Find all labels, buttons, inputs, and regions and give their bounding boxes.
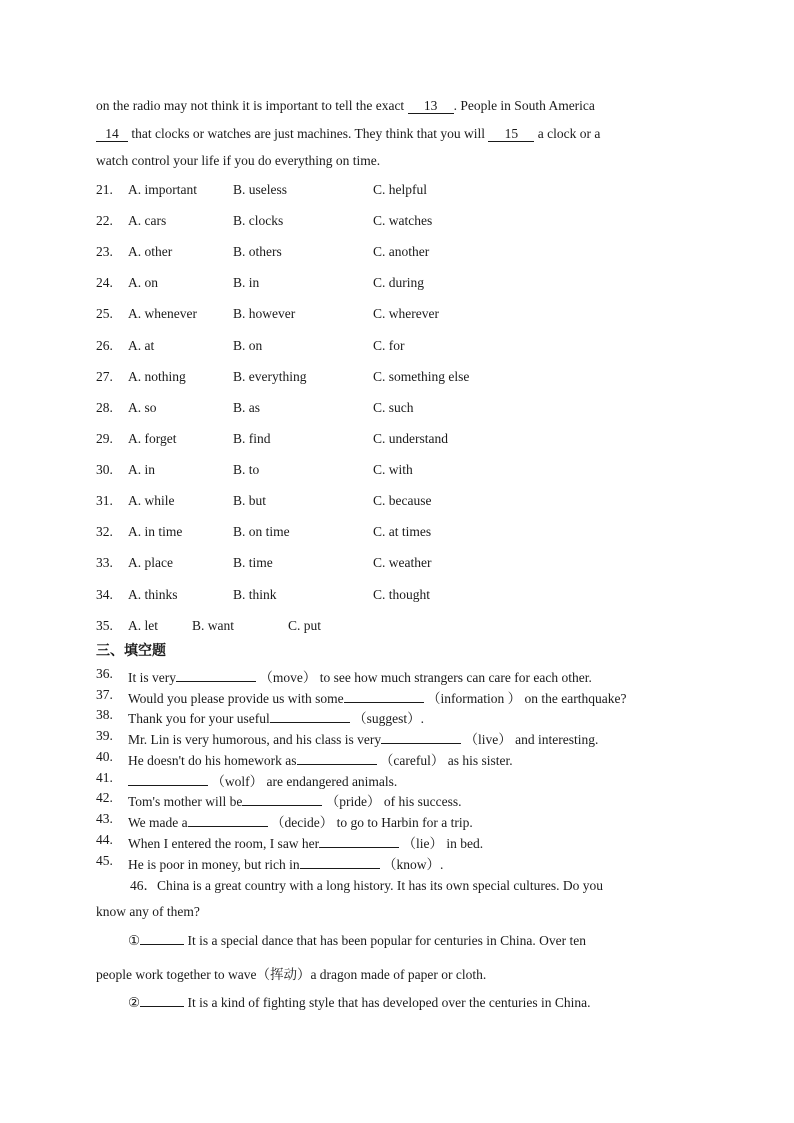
- option-b: B. want: [192, 618, 234, 633]
- option-a: A. on: [128, 275, 158, 290]
- question-number: 25.: [96, 306, 113, 321]
- option-c: C. with: [373, 462, 413, 477]
- option-c: C. at times: [373, 524, 432, 539]
- option-c: C. such: [373, 400, 414, 415]
- question-number: 36.: [96, 666, 113, 681]
- option-c: C. watches: [373, 213, 433, 228]
- option-c: C. thought: [373, 587, 431, 602]
- option-a: A. cars: [128, 213, 167, 228]
- option-a: A. nothing: [128, 369, 186, 384]
- option-a: A. important: [128, 182, 197, 197]
- answer-blank[interactable]: [140, 932, 184, 945]
- option-b: B. useless: [233, 182, 287, 197]
- answer-blank[interactable]: [128, 773, 208, 786]
- question-number: 42.: [96, 790, 113, 805]
- question-number: 43.: [96, 811, 113, 826]
- passage-text: . People in South America: [453, 98, 595, 113]
- question-number: 41.: [96, 770, 113, 785]
- answer-blank[interactable]: [140, 994, 184, 1007]
- option-b: B. but: [233, 493, 267, 508]
- document-page: on the radio may not think it is important to tell the exact 13 . People in South America 14 that clocks or watches are just machines. They think that you will 15 a clock or a watch control your life if you do everything on time. 21. A. important B. useless C. helpful 22. A. cars B. clocks C. watches 23. A. other B. others C. another 24. A. on B. in C. during 25. A. whenever B. however C. wherever 26. A. at B. on C. for 27. A. nothing B. everything C. something else 28. A. so B. as C. such 29. A. forget B. find C. understand 30. A. in B. to C. with 31. A. while B. but C. because 32. A. in time B. on time C. at times 33. A. place B. time C. weather 34. A. thinks B. think C. thought 35. A. let B. want C. put 三、填空题 36. It is very （move） to see how much strangers can care for each other. 37. Would you please provide us with some （information ） on the earthquake? 38. Thank you for your useful （suggest）. 39. Mr. Lin is very humorous, and his class is very （live） and interesting. 40. He doesn't do his homework as （careful） as his sister. 41. （wolf） are endangered animals. 42. Tom's mother will be （pride） of his success. 43. We made a （decide） to go to Harbin for a trip. 44. When I entered the room, I saw her （lie） in bed. 45. He is poor in money, but rich in （know）. 46．China is a great country with a long history. It has its own special cultures. Do you know any of them? ① It is a special dance that has been popular for centuries in China. Over ten people work together to wave（挥动）a dragon made of paper or cloth. ② It is a kind of fighting style that has developed over the centuries in China.: [0, 0, 794, 1123]
- option-b: B. time: [233, 555, 273, 570]
- option-b: B. in: [233, 275, 260, 290]
- answer-blank[interactable]: [176, 669, 256, 682]
- option-b: B. on: [233, 338, 263, 353]
- option-a: A. in time: [128, 524, 183, 539]
- question-number: 34.: [96, 587, 113, 602]
- option-b: B. others: [233, 244, 282, 259]
- option-c: C. for: [373, 338, 405, 353]
- option-b: B. however: [233, 306, 296, 321]
- question-number: 44.: [96, 832, 113, 847]
- question-number: 37.: [96, 687, 113, 702]
- passage-text: a clock or a: [537, 126, 601, 141]
- question-number: 22.: [96, 213, 113, 228]
- question-number: 29.: [96, 431, 113, 446]
- answer-blank[interactable]: [381, 731, 461, 744]
- option-b: B. as: [233, 400, 260, 415]
- question-number: 45.: [96, 853, 113, 868]
- question-number: 26.: [96, 338, 113, 353]
- question-number: 40.: [96, 749, 113, 764]
- option-a: A. while: [128, 493, 175, 508]
- option-a: A. let: [128, 618, 158, 633]
- section-title: 三、填空题: [96, 643, 166, 659]
- passage-text: on the radio may not think it is important to tell the exact: [96, 98, 405, 113]
- question-number: 23.: [96, 244, 113, 259]
- item-marker: ②: [128, 995, 141, 1010]
- q46-intro-line-1: 46．China is a great country with a long history. It has its own special cultures. Do you: [130, 878, 604, 893]
- option-c: C. another: [373, 244, 430, 259]
- blank-13: 13: [408, 99, 454, 114]
- question-number: 33.: [96, 555, 113, 570]
- q46-item-2: ② It is a kind of fighting style that has developed over the centuries in China.: [128, 995, 591, 1010]
- passage-line-3: watch control your life if you do everything on time.: [96, 153, 381, 168]
- question-number: 31.: [96, 493, 113, 508]
- q46-item-1-cont: people work together to wave（挥动）a dragon made of paper or cloth.: [96, 967, 487, 982]
- option-b: B. find: [233, 431, 271, 446]
- answer-blank[interactable]: [188, 814, 268, 827]
- passage-line-2: [96, 126, 686, 142]
- option-a: A. whenever: [128, 306, 197, 321]
- option-c: C. wherever: [373, 306, 439, 321]
- option-c: C. during: [373, 275, 425, 290]
- passage-line-1: [96, 98, 686, 114]
- option-b: B. think: [233, 587, 277, 602]
- answer-blank[interactable]: [270, 710, 350, 723]
- option-b: B. clocks: [233, 213, 284, 228]
- q46-item-1: ① It is a special dance that has been popular for centuries in China. Over ten: [128, 933, 586, 948]
- answer-blank[interactable]: [242, 793, 322, 806]
- option-b: B. everything: [233, 369, 307, 384]
- option-a: A. forget: [128, 431, 177, 446]
- question-number: 27.: [96, 369, 113, 384]
- item-marker: ①: [128, 933, 141, 948]
- question-number: 32.: [96, 524, 113, 539]
- answer-blank[interactable]: [300, 856, 380, 869]
- option-c: C. because: [373, 493, 432, 508]
- answer-blank[interactable]: [344, 690, 424, 703]
- question-number: 38.: [96, 707, 113, 722]
- question-number: 21.: [96, 182, 113, 197]
- option-a: A. at: [128, 338, 155, 353]
- blank-15: 15: [488, 127, 534, 142]
- blank-14: 14: [96, 127, 128, 142]
- question-number: 24.: [96, 275, 113, 290]
- option-c: C. weather: [373, 555, 432, 570]
- option-c: C. understand: [373, 431, 448, 446]
- answer-blank[interactable]: [297, 752, 377, 765]
- option-a: A. thinks: [128, 587, 178, 602]
- passage-text: that clocks or watches are just machines. They think that you will: [131, 126, 486, 141]
- question-number: 35.: [96, 618, 113, 633]
- answer-blank[interactable]: [319, 835, 399, 848]
- option-b: B. on time: [233, 524, 290, 539]
- option-a: A. other: [128, 244, 173, 259]
- question-number: 30.: [96, 462, 113, 477]
- option-a: A. place: [128, 555, 173, 570]
- option-b: B. to: [233, 462, 260, 477]
- option-c: C. put: [288, 618, 322, 633]
- option-a: A. so: [128, 400, 157, 415]
- option-c: C. helpful: [373, 182, 427, 197]
- question-number: 28.: [96, 400, 113, 415]
- question-number: 39.: [96, 728, 113, 743]
- option-c: C. something else: [373, 369, 470, 384]
- q46-intro-line-2: know any of them?: [96, 904, 200, 919]
- option-a: A. in: [128, 462, 155, 477]
